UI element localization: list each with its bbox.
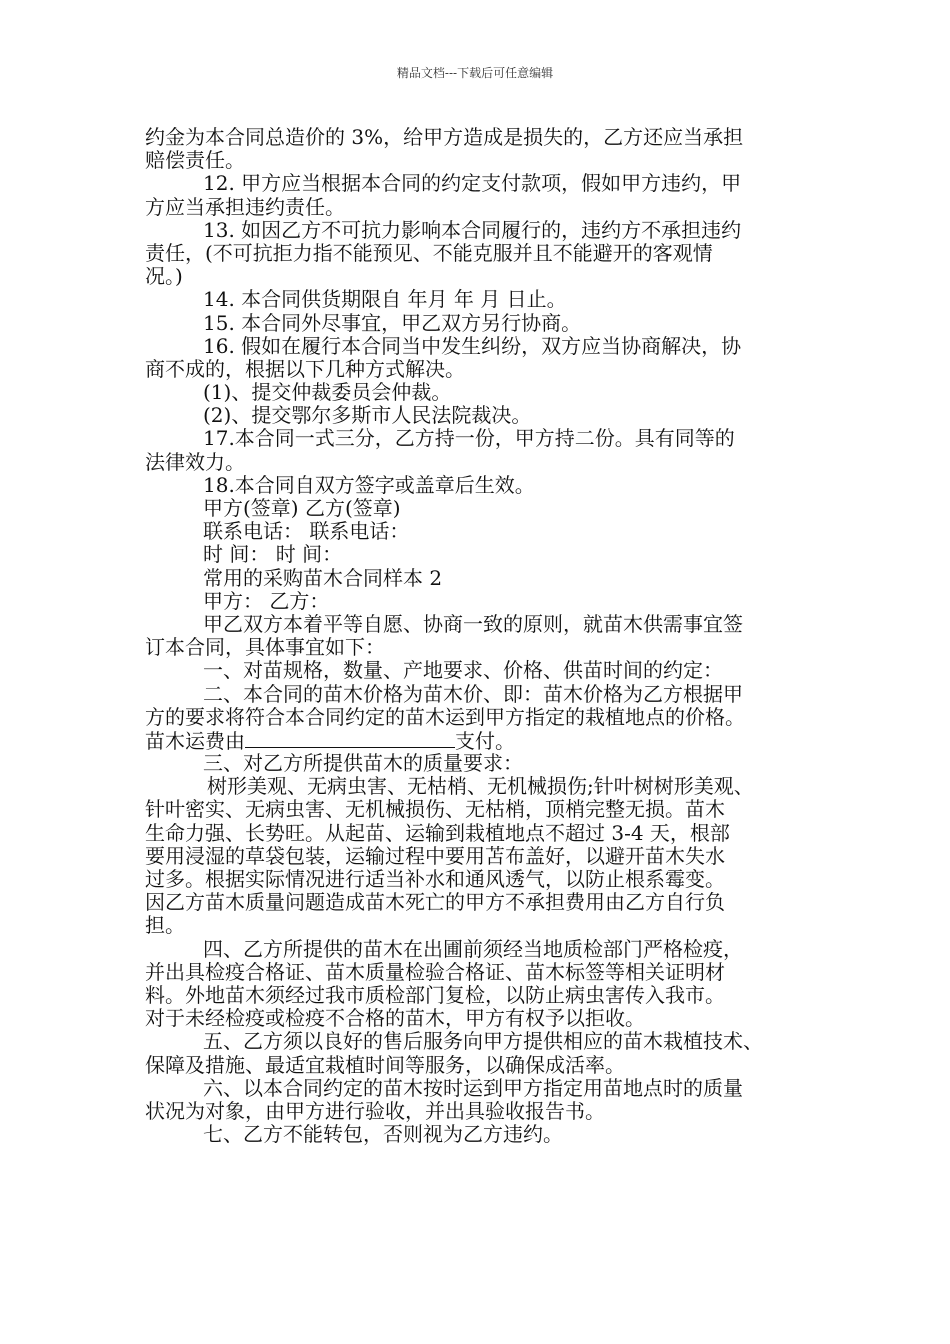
text-line (145, 242, 825, 265)
text-line (145, 404, 825, 427)
text-line-content: 方的要求将符合本合同约定的苗木运到甲方指定的栽植地点的价格。 (145, 704, 745, 729)
text-line (145, 543, 825, 566)
text-line (145, 914, 825, 937)
text-line (145, 1123, 825, 1146)
text-line (145, 474, 825, 497)
text-line-content: 14. 本合同供货期限自 年月 年 月 日止。 (203, 287, 567, 312)
text-line-content: (2)、提交鄂尔多斯市人民法院裁决。 (203, 403, 532, 428)
text-line (145, 358, 825, 381)
text-line-content: 针叶密实、无病虫害、无机械损伤、无枯梢，顶梢完整无损。苗木 (145, 797, 725, 822)
text-line (145, 845, 825, 868)
text-line (145, 1007, 825, 1030)
text-line-content: 保障及措施、最适宜栽植时间等服务，以确保成活率。 (145, 1052, 625, 1077)
text-line (145, 1030, 825, 1053)
text-line (145, 149, 825, 172)
text-line-content: 苗木运费由 (145, 728, 245, 753)
text-line-content: 时 间： 时 间： (203, 542, 343, 567)
text-line-content: 状况为对象，由甲方进行验收，并出具验收报告书。 (145, 1098, 605, 1123)
text-line-content: 七、乙方不能转包，否则视为乙方违约。 (203, 1122, 563, 1147)
text-line-content: 15. 本合同外尽事宜，甲乙双方另行协商。 (203, 310, 582, 335)
text-line-content: 责任，(不可抗拒力指不能预见、不能克服并且不能避开的客观情 (145, 240, 713, 265)
text-line (145, 706, 825, 729)
page-header: 精品文档---下载后可任意编辑 (396, 66, 554, 80)
text-line (145, 288, 825, 311)
text-line-content: 过多。根据实际情况进行适当补水和通风透气，以防止根系霉变。 (145, 867, 725, 891)
text-line (145, 172, 825, 195)
text-line-content: 因乙方苗木质量问题造成苗木死亡的甲方不承担费用由乙方自行负 (145, 890, 725, 915)
text-line-content: 17.本合同一式三分，乙方持一份，甲方持二份。具有同等的 (203, 426, 735, 451)
text-line (145, 196, 825, 219)
text-line-content: (1)、提交仲裁委员会仲裁。 (203, 380, 452, 405)
text-line-content: 赔偿责任。 (145, 148, 245, 173)
text-line-content: 方应当承担违约责任。 (145, 194, 345, 219)
text-line (145, 265, 825, 288)
text-line-content: 五、乙方须以良好的售后服务向甲方提供相应的苗木栽植技术、 (203, 1029, 763, 1054)
text-line (145, 520, 825, 543)
text-line (145, 613, 825, 636)
text-line-content: 商不成的，根据以下几种方式解决。 (145, 356, 465, 381)
text-line (145, 590, 825, 613)
text-line (145, 659, 825, 682)
text-line-content: 18.本合同自双方签字或盖章后生效。 (203, 472, 535, 497)
text-line (145, 1077, 825, 1100)
text-line-content: 并出具检疫合格证、苗木质量检验合格证、苗木标签等相关证明材 (145, 959, 725, 984)
text-line (145, 798, 825, 821)
text-line-content: 树形美观、无病虫害、无枯梢、无机械损伤;针叶树树形美观、 (207, 774, 754, 799)
text-line (145, 984, 825, 1007)
text-line (145, 567, 825, 590)
document-body (145, 126, 825, 1146)
text-line (145, 497, 825, 520)
text-line-content: 联系电话： 联系电话： (203, 519, 410, 544)
text-line (145, 1100, 825, 1123)
text-line-content: 要用浸湿的草袋包装，运输过程中要用苫布盖好，以避开苗木失水 (145, 843, 725, 868)
text-line (145, 636, 825, 659)
text-line-content: 对于未经检疫或检疫不合格的苗木，甲方有权予以拒收。 (145, 1006, 645, 1031)
text-line-content: 约金为本合同总造价的 3%，给甲方造成是损失的，乙方还应当承担 (145, 125, 744, 149)
text-line-content: 甲方： 乙方： (203, 588, 330, 613)
text-line-content: 料。外地苗木须经过我市质检部门复检，以防止病虫害传入我市。 (145, 982, 725, 1007)
fill-in-blank (245, 729, 455, 748)
text-line (145, 312, 825, 335)
text-line-content: 订本合同，具体事宜如下： (145, 635, 385, 660)
text-line-content: 甲乙双方本着平等自愿、协商一致的原则，就苗木供需事宜签 (203, 611, 743, 636)
text-line (145, 1054, 825, 1077)
text-line-content: 六、以本合同约定的苗木按时运到甲方指定用苗地点时的质量 (203, 1075, 743, 1100)
text-line (145, 891, 825, 914)
text-line (145, 868, 825, 891)
text-line-content: 生命力强、长势旺。从起苗、运输到栽植地点不超过 3-4 天，根部 (145, 820, 730, 845)
text-line (145, 219, 825, 242)
text-line (145, 961, 825, 984)
text-line-content: 三、对乙方所提供苗木的质量要求： (203, 751, 523, 776)
text-line-content: 13. 如因乙方不可抗力影响本合同履行的，违约方不承担违约 (203, 217, 742, 242)
text-line (145, 451, 825, 474)
text-line (145, 427, 825, 450)
text-line-content: 16. 假如在履行本合同当中发生纠纷，双方应当协商解决，协 (203, 333, 742, 358)
text-line (145, 752, 825, 775)
text-line (145, 335, 825, 358)
text-line (145, 822, 825, 845)
text-line (145, 381, 825, 404)
text-line-content: 四、乙方所提供的苗木在出圃前须经当地质检部门严格检疫， (203, 936, 743, 961)
text-line (145, 729, 825, 752)
text-line-content: 况。) (145, 264, 183, 289)
text-line-content: 担。 (145, 913, 185, 938)
text-line-content: 12. 甲方应当根据本合同的约定支付款项，假如甲方违约，甲 (203, 171, 742, 196)
text-line-content: 常用的采购苗木合同样本 2 (203, 565, 443, 590)
text-line-content: 法律效力。 (145, 449, 245, 474)
text-line (145, 683, 825, 706)
text-line-content: 一、对苗规格，数量、产地要求、价格、供苗时间的约定： (203, 658, 723, 683)
text-line (145, 938, 825, 961)
text-line (145, 126, 825, 149)
text-line-suffix: 支付。 (455, 728, 515, 753)
text-line (145, 775, 825, 798)
text-line-content: 甲方(签章) 乙方(签章) (203, 496, 401, 520)
text-line-content: 二、本合同的苗木价格为苗木价、即：苗木价格为乙方根据甲 (203, 681, 743, 706)
